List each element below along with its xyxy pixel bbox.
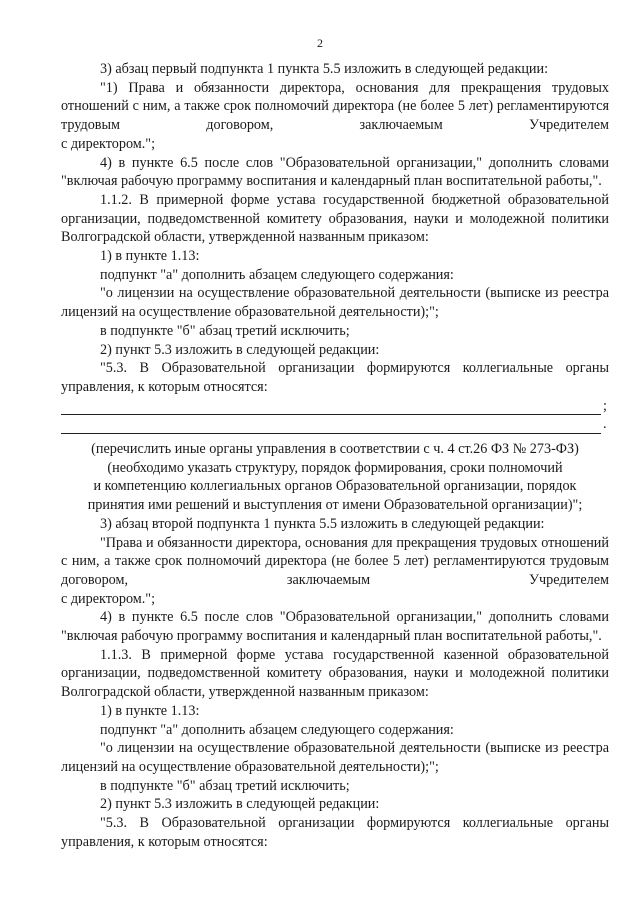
paragraph: 1) в пункте 1.13: <box>100 702 200 719</box>
amendments-section-1 <box>61 60 609 397</box>
instruction-note-line: и компетенцию коллегиальных органов Образовательной организации, порядок <box>93 478 577 495</box>
paragraph: 2) пункт 5.3 изложить в следующей редакции: <box>100 341 380 358</box>
fill-in-line <box>61 415 609 434</box>
paragraph: 3) абзац второй подпункта 1 пункта 5.5 изложить в следующей редакции: <box>100 515 545 532</box>
instruction-note-line: (перечислить иные органы управления в соответствии с ч. 4 ст.26 ФЗ № 273-ФЗ) <box>91 441 579 458</box>
paragraph: 2) пункт 5.3 изложить в следующей редакции: <box>100 796 380 813</box>
paragraph: в подпункте "б" абзац третий исключить; <box>100 322 350 339</box>
paragraph: 3) абзац первый подпункта 1 пункта 5.5 изложить в следующей редакции: <box>100 61 549 77</box>
paragraph: 1) в пункте 1.13: <box>100 248 200 265</box>
paragraph: 1.1.3. В примерной форме устава государственной казенной образовательной организации, подведомственной комитету образования, науки и молодежной политики Волгоградской области, утвержденной названным приказом: <box>61 646 609 701</box>
paragraph: "5.3. В Образовательной организации формируются коллегиальные органы управления, к которым относятся: <box>61 360 609 395</box>
paragraph: "Права и обязанности директора, основания для прекращения трудовых отношений с ним, а также срок полномочий директора (не более 5 лет) регламентируются трудовым договором, заключаемым Учредителем <box>61 534 609 588</box>
paragraph: "о лицензии на осуществление образовательной деятельности (выписке из реестра лицензий на осуществление образовательной деятельности);"; <box>61 740 609 775</box>
paragraph: "о лицензии на осуществление образовательной деятельности (выписке из реестра лицензий на осуществление образовательной деятельности);"; <box>61 285 609 321</box>
fill-line-terminator: . <box>603 416 607 433</box>
fill-in-line <box>61 397 609 416</box>
fill-line-terminator: ; <box>603 397 607 414</box>
page-number: 2 <box>317 36 323 50</box>
paragraph: 4) в пункте 6.5 после слов "Образовательной организации," дополнить словами "включая рабочую программу воспитания и календарный план воспитательной работы,". <box>61 609 609 645</box>
paragraph: 1.1.2. В примерной форме устава государственной бюджетной образовательной организации, подведомственной комитету образования, науки и молодежной политики Волгоградской области, утвержденной названным приказом: <box>61 191 609 246</box>
paragraph: 4) в пункте 6.5 после слов "Образовательной организации," дополнить словами "включая рабочую программу воспитания и календарный план воспитательной работы,". <box>61 154 609 190</box>
paragraph: в подпункте "б" абзац третий исключить; <box>100 777 350 794</box>
paragraph: подпункт "а" дополнить абзацем следующего содержания: <box>100 266 454 283</box>
paragraph: подпункт "а" дополнить абзацем следующего содержания: <box>100 721 454 738</box>
amendments-section-2 <box>61 515 609 852</box>
paragraph: "1) Права и обязанности директора, основания для прекращения трудовых отношений с ним, а также срок полномочий директора (не более 5 лет) регламентируются трудовым договором, заключаемым Учредителем <box>61 79 609 134</box>
document-body <box>61 60 609 852</box>
instruction-note-line: принятия ими решений и выступления от имени Образовательной организации)"; <box>87 497 583 514</box>
paragraph: с директором."; <box>61 135 156 152</box>
instruction-note-line: (необходимо указать структуру, порядок формирования, сроки полномочий <box>107 459 563 476</box>
paragraph: "5.3. В Образовательной организации формируются коллегиальные органы управления, к которым относятся: <box>61 815 609 850</box>
paragraph: с директором."; <box>61 590 156 607</box>
